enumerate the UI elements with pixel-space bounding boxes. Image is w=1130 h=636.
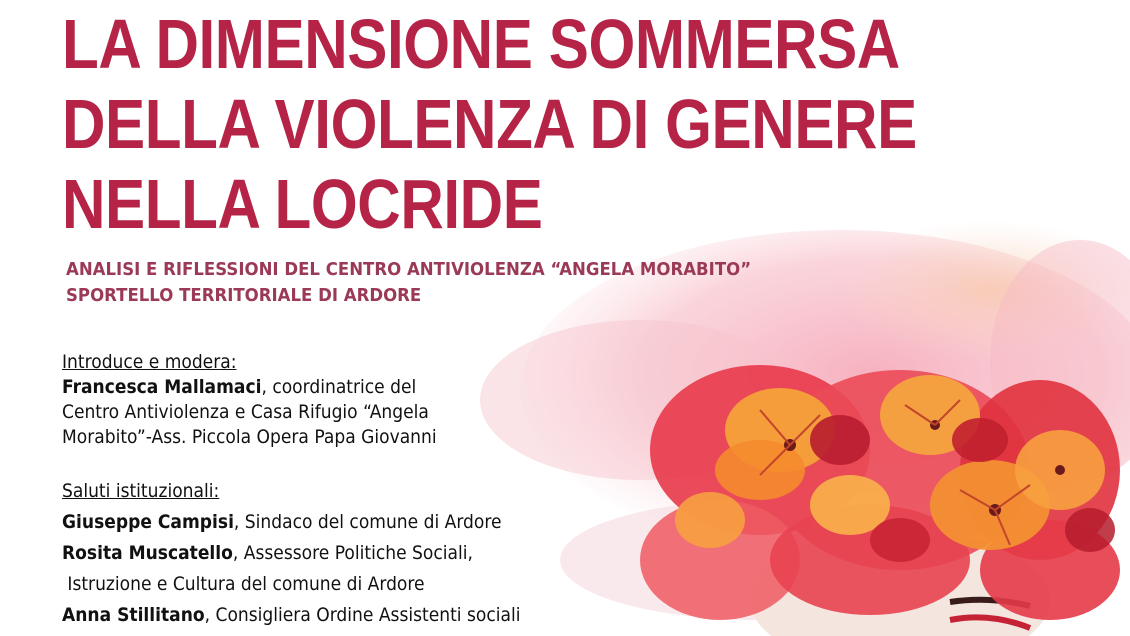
moderator-line bbox=[62, 375, 437, 400]
greeting-person bbox=[62, 600, 520, 631]
moderator-role-line: Morabito”-Ass. Piccola Opera Papa Giovanni bbox=[62, 426, 437, 448]
subtitle-line: SPORTELLO TERRITORIALE DI ARDORE bbox=[66, 285, 422, 306]
moderator-section bbox=[62, 350, 437, 450]
subtitle bbox=[66, 257, 751, 309]
greetings-heading: Saluti istituzionali: bbox=[62, 480, 220, 502]
moderator-heading: Introduce e modera: bbox=[62, 351, 237, 373]
person-role-line: Istruzione e Cultura del comune di Ardore bbox=[67, 573, 425, 595]
person-name: Giuseppe Campisi bbox=[62, 511, 234, 533]
person-name: Rosita Muscatello bbox=[62, 542, 233, 564]
moderator-role-line: Centro Antiviolenza e Casa Rifugio “Angela bbox=[62, 401, 429, 423]
greeting-person bbox=[62, 538, 520, 569]
subtitle-line: ANALISI E RIFLESSIONI DEL CENTRO ANTIVIOLENZA “ANGELA MORABITO” bbox=[66, 259, 752, 280]
person-name: Anna Stillitano bbox=[62, 604, 205, 626]
flower-cluster bbox=[640, 365, 1120, 620]
greeting-person bbox=[62, 507, 520, 538]
moderator-name: Francesca Mallamaci bbox=[62, 376, 262, 398]
title-line: NELLA LOCRIDE bbox=[62, 165, 543, 243]
moderator-role: , coordinatrice del bbox=[261, 376, 417, 398]
greetings-section bbox=[62, 476, 520, 631]
page-title bbox=[62, 4, 917, 244]
person-role: , Assessore Politiche Sociali, bbox=[232, 542, 473, 564]
title-line: LA DIMENSIONE SOMMERSA bbox=[62, 5, 900, 83]
title-line: DELLA VIOLENZA DI GENERE bbox=[62, 85, 917, 163]
person-role: , Consigliera Ordine Assistenti sociali bbox=[204, 604, 521, 626]
person-role: , Sindaco del comune di Ardore bbox=[233, 511, 502, 533]
